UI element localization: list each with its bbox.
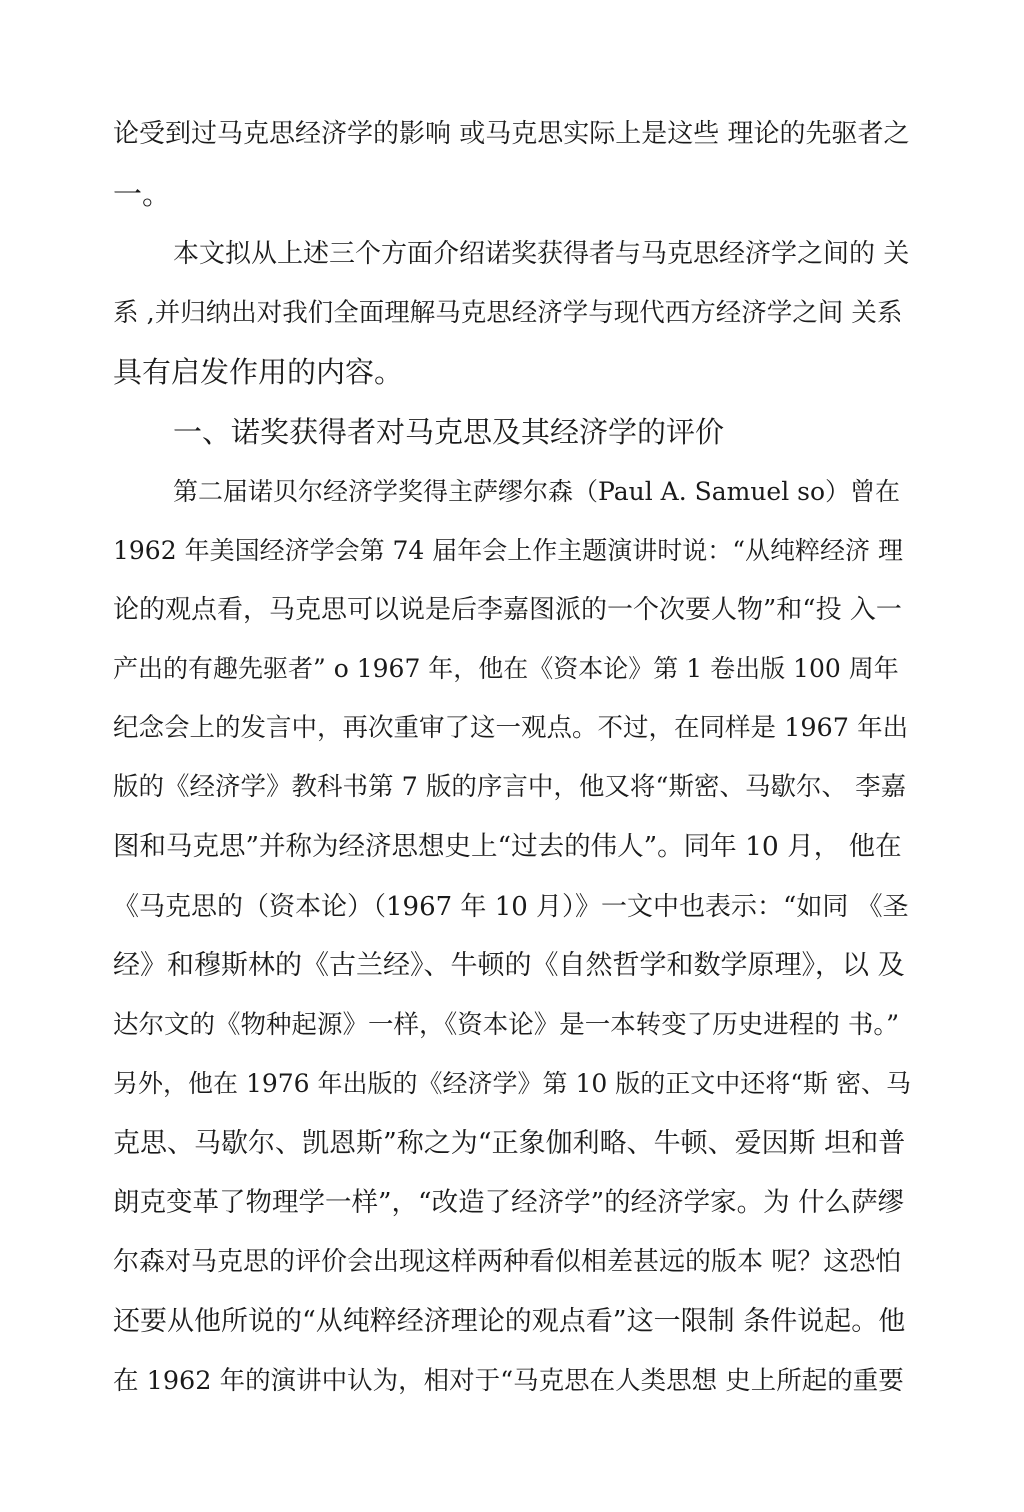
text-line: 1962 年美国经济学会第 74 届年会上作主题演讲时说：“从纯粹经济 理 xyxy=(113,536,904,565)
section-heading: 一、诺奖获得者对马克思及其经济学的评价 xyxy=(173,415,725,449)
text-line: 产出的有趣先驱者” o 1967 年，他在《资本论》第 1 卷出版 100 周年 xyxy=(113,654,899,683)
text-line: 达尔文的《物种起源》一样，《资本论》是一本转变了历史进程的 书。” xyxy=(113,1010,900,1040)
text-line: 论受到过马克思经济学的影响 或马克思实际上是这些 理论的先驱者之 xyxy=(113,119,910,149)
text-line: 纪念会上的发言中，再次重审了这一观点。不过，在同样是 1967 年出 xyxy=(113,713,909,743)
text-line: 在 1962 年的演讲中认为，相对于“马克思在人类思想 史上所起的重要 xyxy=(113,1366,904,1396)
text-line: 系 ,并归纳出对我们全面理解马克思经济学与现代西方经济学之间 关系 xyxy=(113,298,903,328)
text-line: 版的《经济学》教科书第 7 版的序言中，他又将“斯密、马歇尔、 李嘉 xyxy=(113,772,907,802)
text-line: 克思、马歇尔、凯恩斯”称之为“正象伽利略、牛顿、爱因斯 坦和普 xyxy=(113,1128,906,1159)
paragraph-first-line: 本文拟从上述三个方面介绍诺奖获得者与马克思经济学之间的 关 xyxy=(173,239,910,269)
text-line: 一。 xyxy=(113,177,172,211)
text-line: 《马克思的（资本论）（1967 年 10 月）》一文中也表示：“如同 《圣 xyxy=(113,892,909,922)
text-line: 具有启发作用的内容。 xyxy=(113,355,404,389)
text-line: 经》和穆斯林的《古兰经》、牛顿的《自然哲学和数学原理》，以 及 xyxy=(113,950,905,981)
text-line: 尔森对马克思的评价会出现这样两种看似相差甚远的版本 呢？这恐怕 xyxy=(113,1247,902,1277)
text-line: 还要从他所说的“从纯粹经济理论的观点看”这一限制 条件说起。他 xyxy=(113,1306,906,1337)
text-line: 图和马克思”并称为经济思想史上“过去的伟人”。同年 10 月， 他在 xyxy=(113,831,902,862)
text-line: 论的观点看，马克思可以说是后李嘉图派的一个次要人物”和“投 入一 xyxy=(113,595,902,625)
paragraph-first-line: 第二届诺贝尔经济学奖得主萨缪尔森（Paul A. Samuel so）曾在 xyxy=(173,477,901,506)
text-line: 另外，他在 1976 年出版的《经济学》第 10 版的正文中还将“斯 密、马 xyxy=(113,1069,911,1098)
text-line: 朗克变革了物理学一样”，“改造了经济学”的经济学家。为 什么萨缪 xyxy=(113,1187,905,1218)
